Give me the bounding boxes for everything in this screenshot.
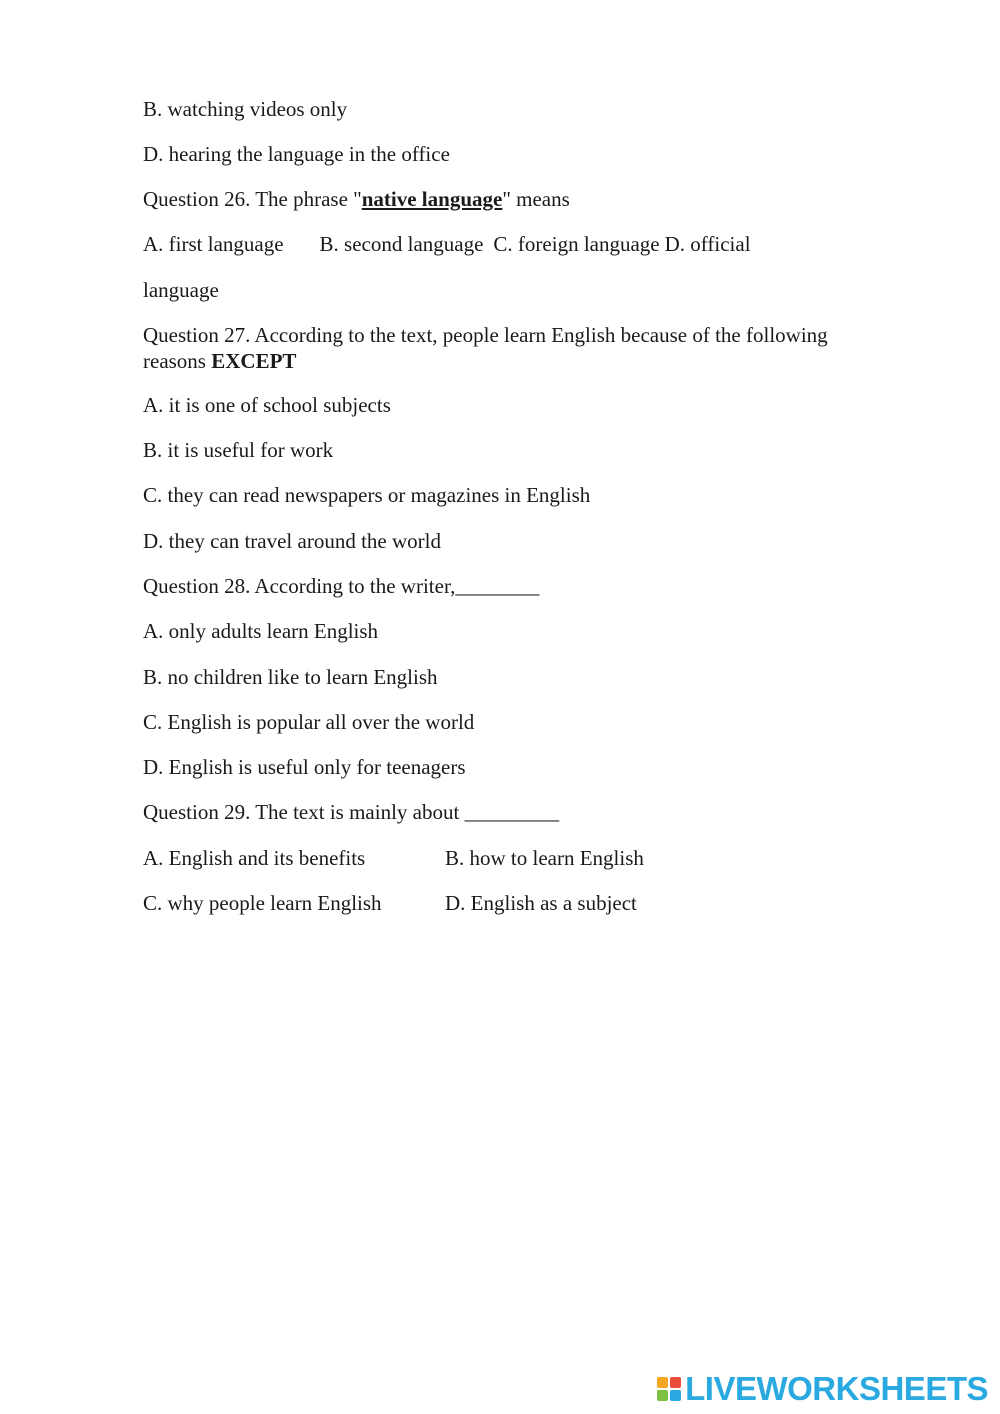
question-26 xyxy=(143,186,570,212)
option-q28-d: D. English is useful only for teenagers xyxy=(143,755,466,779)
question-28: Question 28. According to the writer,________ xyxy=(143,574,540,598)
option-q29-c: C. why people learn English xyxy=(143,891,382,915)
logo-square xyxy=(670,1377,681,1388)
question-27-emphasis: EXCEPT xyxy=(211,349,297,373)
question-29-options-row2 xyxy=(143,890,637,916)
option-q26-a: A. first language xyxy=(143,232,284,256)
option-q29-d: D. English as a subject xyxy=(445,891,637,915)
option-q29-a: A. English and its benefits xyxy=(143,846,366,870)
question-29-options-row1 xyxy=(143,845,644,871)
logo-square xyxy=(670,1390,681,1401)
option-q25-d: D. hearing the language in the office xyxy=(143,142,450,166)
option-q28-a: A. only adults learn English xyxy=(143,619,379,643)
option-q27-c: C. they can read newspapers or magazines in English xyxy=(143,483,591,507)
logo-text: LIVEWORKSHEETS xyxy=(685,1370,988,1407)
option-q26-c: C. foreign language xyxy=(493,232,660,256)
question-29: Question 29. The text is mainly about _________ xyxy=(143,800,560,824)
logo-square xyxy=(657,1390,668,1401)
logo-icon xyxy=(657,1377,681,1401)
option-q27-d: D. they can travel around the world xyxy=(143,529,441,553)
option-q27-b: B. it is useful for work xyxy=(143,438,334,462)
logo-square xyxy=(657,1377,668,1388)
liveworksheets-logo[interactable] xyxy=(657,1372,988,1406)
question-27 xyxy=(143,322,883,374)
option-q26-b: B. second language xyxy=(319,232,484,256)
option-q28-b: B. no children like to learn English xyxy=(143,665,438,689)
question-26-text-end: " means xyxy=(502,187,570,211)
option-q27-a: A. it is one of school subjects xyxy=(143,393,391,417)
question-26-term: native language xyxy=(361,187,503,211)
option-q26-d-continued: language xyxy=(143,278,219,302)
option-q29-b: B. how to learn English xyxy=(445,846,644,870)
option-q28-c: C. English is popular all over the world xyxy=(143,710,475,734)
question-26-options xyxy=(143,231,751,257)
question-26-text: Question 26. The phrase " xyxy=(143,187,362,211)
option-q26-d: D. official xyxy=(664,232,751,256)
option-q25-b: B. watching videos only xyxy=(143,97,348,121)
question-27-text: Question 27. According to the text, people learn English because of the following reasons xyxy=(143,323,828,373)
